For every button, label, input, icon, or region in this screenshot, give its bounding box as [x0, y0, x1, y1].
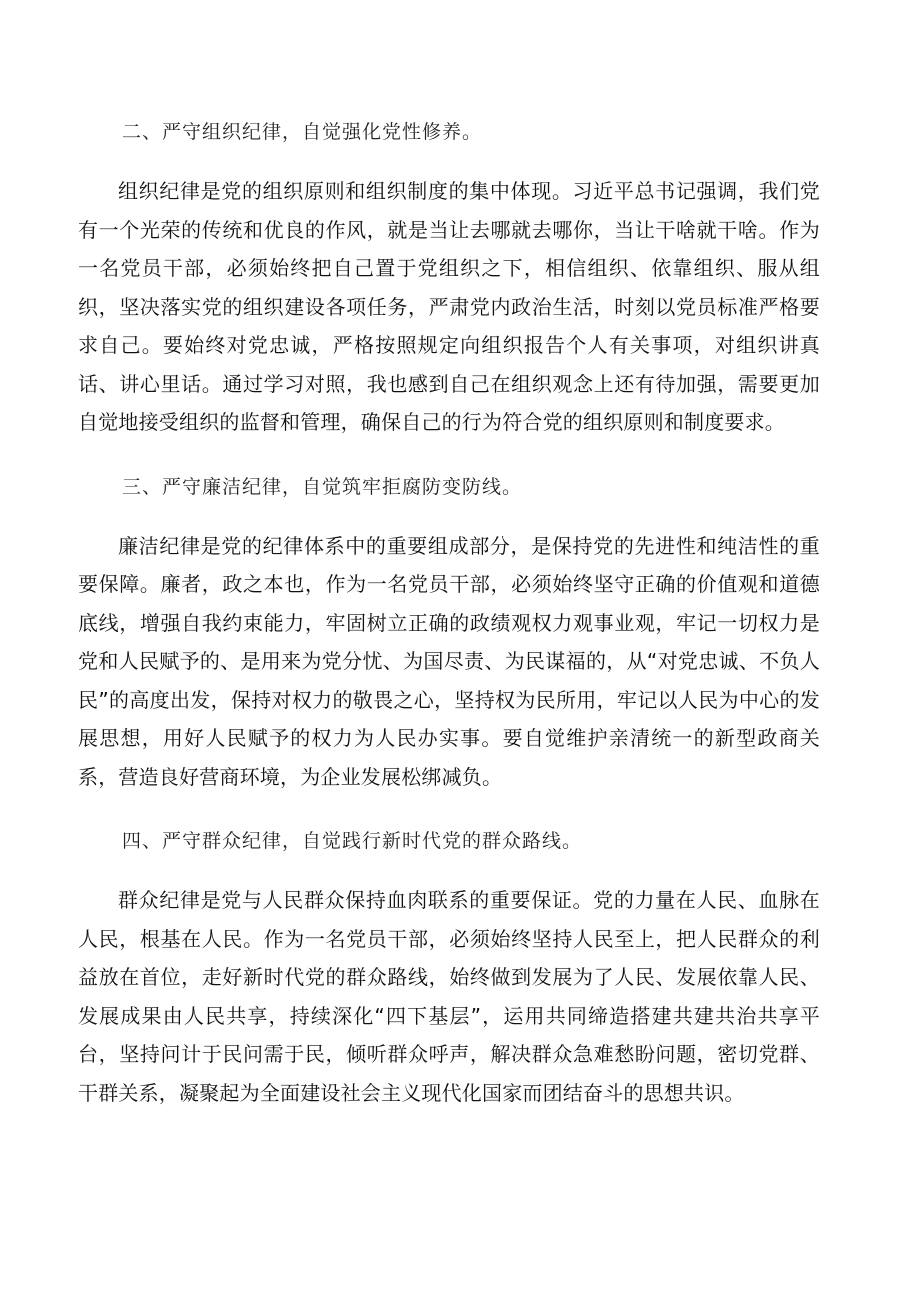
document-body — [78, 112, 858, 1137]
section-paragraph-integrity-discipline: 廉洁纪律是党的纪律体系中的重要组成部分，是保持党的先进性和纯洁性的重要保障。廉者，政之本也，作为一名党员干部，必须始终坚守正确的价值观和道德底线，增强自我约束能力，牢固树立正确的政绩观权力观事业观，牢记一切权力是党和人民赋予的、是用来为党分忧、为国尽责、为民谋福的，从“对党忠诚、不负人民”的高度出发，保持对权力的敬畏之心，坚持权为民所用，牢记以人民为中心的发展思想，用好人民赋予的权力为人民办实事。要自觉维护亲清统一的新型政商关系，营造良好营商环境，为企业发展松绑减负。 — [78, 533, 820, 789]
section-paragraph-mass-discipline: 群众纪律是党与人民群众保持血肉联系的重要保证。党的力量在人民、血脉在人民，根基在人民。作为一名党员干部，必须始终坚持人民至上，把人民群众的利益放在首位，走好新时代党的群众路线，始终做到发展为了人民、发展依靠人民、发展成果由人民共享，持续深化“四下基层”，运用共同缔造搭建共建共治共享平台，坚持问计于民问需于民，倾听群众呼声，解决群众急难愁盼问题，密切党群、干群关系，凝聚起为全面建设社会主义现代化国家而团结奋斗的思想共识。 — [78, 888, 820, 1105]
section-heading-integrity-discipline: 三、严守廉洁纪律，自觉筑牢拒腐防变防线。 — [122, 475, 523, 498]
section-heading-mass-discipline: 四、严守群众纪律，自觉践行新时代党的群众路线。 — [122, 830, 583, 852]
section-paragraph-organization-discipline: 组织纪律是党的组织原则和组织制度的集中体现。习近平总书记强调，我们党有一个光荣的传统和优良的作风，就是当让去哪就去哪你，当让干啥就干啥。作为一名党员干部，必须始终把自己置于党组织之下，相信组织、依靠组织、服从组织，坚决落实党的组织建设各项任务，严肃党内政治生活，时刻以党员标准严格要求自己。要始终对党忠诚，严格按照规定向组织报告个人有关事项，对组织讲真话、讲心里话。通过学习对照，我也感到自己在组织观念上还有待加强，需要更加自觉地接受组织的监督和管理，确保自己的行为符合党的组织原则和制度要求。 — [78, 179, 820, 434]
section-heading-organization-discipline: 二、严守组织纪律，自觉强化党性修养。 — [122, 121, 483, 143]
